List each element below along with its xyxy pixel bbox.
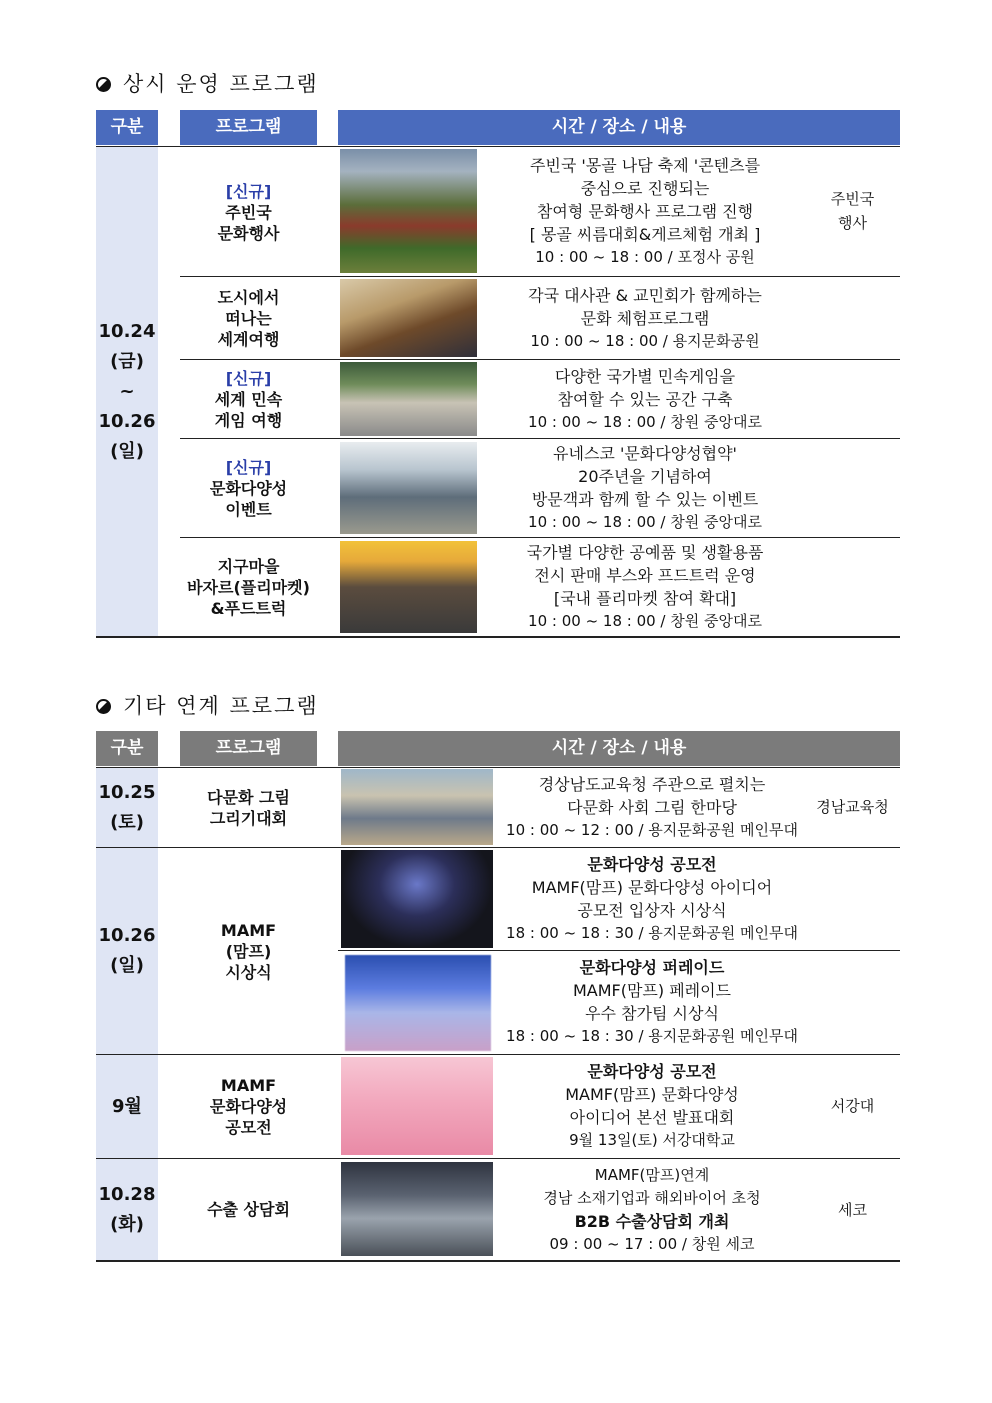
header-detail: 시간 / 장소 / 내용 — [338, 110, 900, 145]
program-description — [490, 279, 800, 357]
desc-line: 참여할 수 있는 공간 구축 — [557, 389, 733, 409]
program-name: MAMF 문화다양성 공모전 — [209, 1076, 288, 1137]
desc-line: 다양한 국가별 민속게임을 — [554, 366, 736, 386]
desc-line: 유네스코 '문화다양성협약' — [553, 444, 737, 463]
date-cell: 10.24 (금) ~ 10.26 (일) — [96, 147, 158, 636]
program-name: 수출 상담회 — [207, 1200, 290, 1219]
date-cell: 10.25 (토) — [96, 768, 158, 847]
time-place: 10 : 00 ~ 18 : 00 / 창원 중앙대로 — [528, 412, 762, 431]
time-place: 10 : 00 ~ 18 : 00 / 창원 중앙대로 — [528, 612, 762, 630]
time-place: 10 : 00 ~ 18 : 00 / 창원 중앙대로 — [528, 513, 762, 531]
parade-photo — [345, 955, 491, 1051]
desc-line: 경상남도교육청 주관으로 펼치는 — [538, 774, 766, 794]
time-place: 18 : 00 ~ 18 : 30 / 용지문화공원 메인무대 — [506, 1027, 798, 1045]
row-divider — [96, 146, 900, 147]
award-ceremony-photo — [341, 850, 493, 948]
desc-line: [ 몽골 씨름대회&게르체험 개최 ] — [529, 224, 761, 244]
contest-poster-photo — [341, 1057, 493, 1155]
program-name: MAMF (맘프) 시상식 — [220, 920, 277, 982]
folk-game-photo — [340, 362, 477, 436]
desc-line: 공모전 입상자 시상식 — [577, 901, 727, 920]
diversity-event-photo — [340, 442, 477, 534]
time-place: 18 : 00 ~ 18 : 30 / 용지문화공원 메인무대 — [506, 924, 798, 942]
note-cell: 세코 — [838, 1200, 867, 1219]
time-place: 10 : 00 ~ 18 : 00 / 용지문화공원 — [530, 331, 760, 350]
date-cell: 9월 — [96, 1055, 158, 1158]
note-cell: 경남교육청 — [816, 798, 889, 816]
program-cell — [180, 439, 317, 537]
program-cell — [180, 148, 317, 276]
circle-bullet-icon — [96, 699, 111, 714]
date-cell: 10.26 (일) — [96, 848, 158, 1054]
header-gubun: 구분 — [96, 731, 158, 766]
desc-line: [국내 플리마켓 참여 확대] — [553, 589, 737, 608]
header-program: 프로그램 — [180, 731, 317, 766]
desc-line: MAMF(맘프) 문화다양성 — [565, 1085, 739, 1104]
desc-line: 경남 소재기업과 해외바이어 초청 — [543, 1188, 761, 1207]
program-name: 세계 민속 게임 여행 — [214, 389, 283, 430]
new-tag: [신규] — [225, 181, 272, 201]
drawing-contest-photo — [341, 769, 493, 845]
note-cell: 서강대 — [830, 1097, 875, 1115]
desc-head: 문화다양성 퍼레이드 — [579, 958, 725, 977]
desc-line: 중심으로 진행되는 — [580, 178, 710, 198]
desc-line: 아이디어 본선 발표대회 — [569, 1108, 735, 1127]
desc-line: 전시 판매 부스와 프드트럭 운영 — [534, 566, 756, 585]
circle-bullet-icon — [96, 77, 111, 92]
row-divider — [338, 950, 900, 951]
desc-line: 우수 참가팀 시상식 — [585, 1004, 719, 1023]
program-description — [497, 1161, 807, 1258]
desc-line: 20주년을 기념하여 — [578, 467, 712, 486]
program-name: 문화다양성 이벤트 — [209, 478, 288, 519]
program-cell — [180, 360, 317, 438]
desc-line: MAMF(맘프) 문화다양성 아이디어 — [531, 878, 773, 897]
program-description — [490, 540, 800, 634]
date-cell: 10.28 (화) — [96, 1159, 158, 1260]
section-title-text: 기타 연계 프로그램 — [123, 694, 319, 718]
new-tag: [신규] — [225, 368, 272, 388]
section-title-text: 상시 운영 프로그램 — [123, 72, 319, 96]
desc-head: 문화다양성 공모전 — [587, 855, 717, 874]
desc-line: 각국 대사관 & 교민회가 함께하는 — [528, 285, 762, 305]
desc-line: 참여형 문화행사 프로그램 진행 — [536, 201, 754, 221]
flea-market-photo — [340, 541, 477, 633]
section-title-linked — [96, 690, 319, 720]
time-place: 10 : 00 ~ 12 : 00 / 용지문화공원 메인무대 — [506, 820, 798, 839]
note-cell: 주빈국 행사 — [830, 190, 875, 232]
header-detail: 시간 / 장소 / 내용 — [338, 731, 900, 766]
table-bottom-border — [96, 1260, 900, 1262]
desc-line: MAMF(맘프)연계 — [594, 1165, 710, 1184]
program-description — [490, 441, 800, 535]
export-consultation-photo — [341, 1162, 493, 1256]
culture-experience-photo — [340, 279, 477, 357]
program-name: 주빈국 문화행사 — [217, 202, 280, 243]
desc-line: 주빈국 '몽골 나담 축제 '콘텐츠를 — [529, 155, 761, 175]
time-place: 9월 13일(토) 서강대학교 — [569, 1131, 735, 1149]
desc-line: MAMF(맘프) 페레이드 — [572, 981, 732, 1000]
program-description — [497, 850, 807, 948]
new-tag: [신규] — [225, 457, 272, 477]
table-bottom-border — [96, 636, 900, 638]
time-place: 10 : 00 ~ 18 : 00 / 포정사 공원 — [535, 247, 755, 266]
program-name: 다문화 그림 그리기대회 — [207, 787, 290, 828]
desc-line: 문화 체험프로그램 — [580, 308, 710, 328]
desc-line: 국가별 다양한 공예품 및 생활용품 — [526, 543, 764, 562]
desc-head: 문화다양성 공모전 — [587, 1062, 717, 1081]
desc-line: 다문화 사회 그림 한마당 — [567, 797, 737, 817]
program-description — [490, 362, 800, 436]
program-description — [490, 149, 800, 273]
program-description — [497, 1057, 807, 1155]
section-title-regular — [96, 68, 319, 98]
time-place: 09 : 00 ~ 17 : 00 / 창원 세코 — [549, 1234, 755, 1253]
mongol-festival-photo — [340, 149, 477, 273]
program-name: 도시에서 떠나는 세계여행 — [217, 287, 280, 349]
program-name: 지구마을 바자르(플리마켓) &푸드트럭 — [187, 556, 310, 618]
header-program: 프로그램 — [180, 110, 317, 145]
program-description — [497, 953, 807, 1051]
desc-line: B2B 수출상담회 개최 — [574, 1211, 730, 1231]
program-description — [497, 769, 807, 845]
header-gubun: 구분 — [96, 110, 158, 145]
desc-line: 방문객과 함께 할 수 있는 이벤트 — [531, 490, 759, 509]
